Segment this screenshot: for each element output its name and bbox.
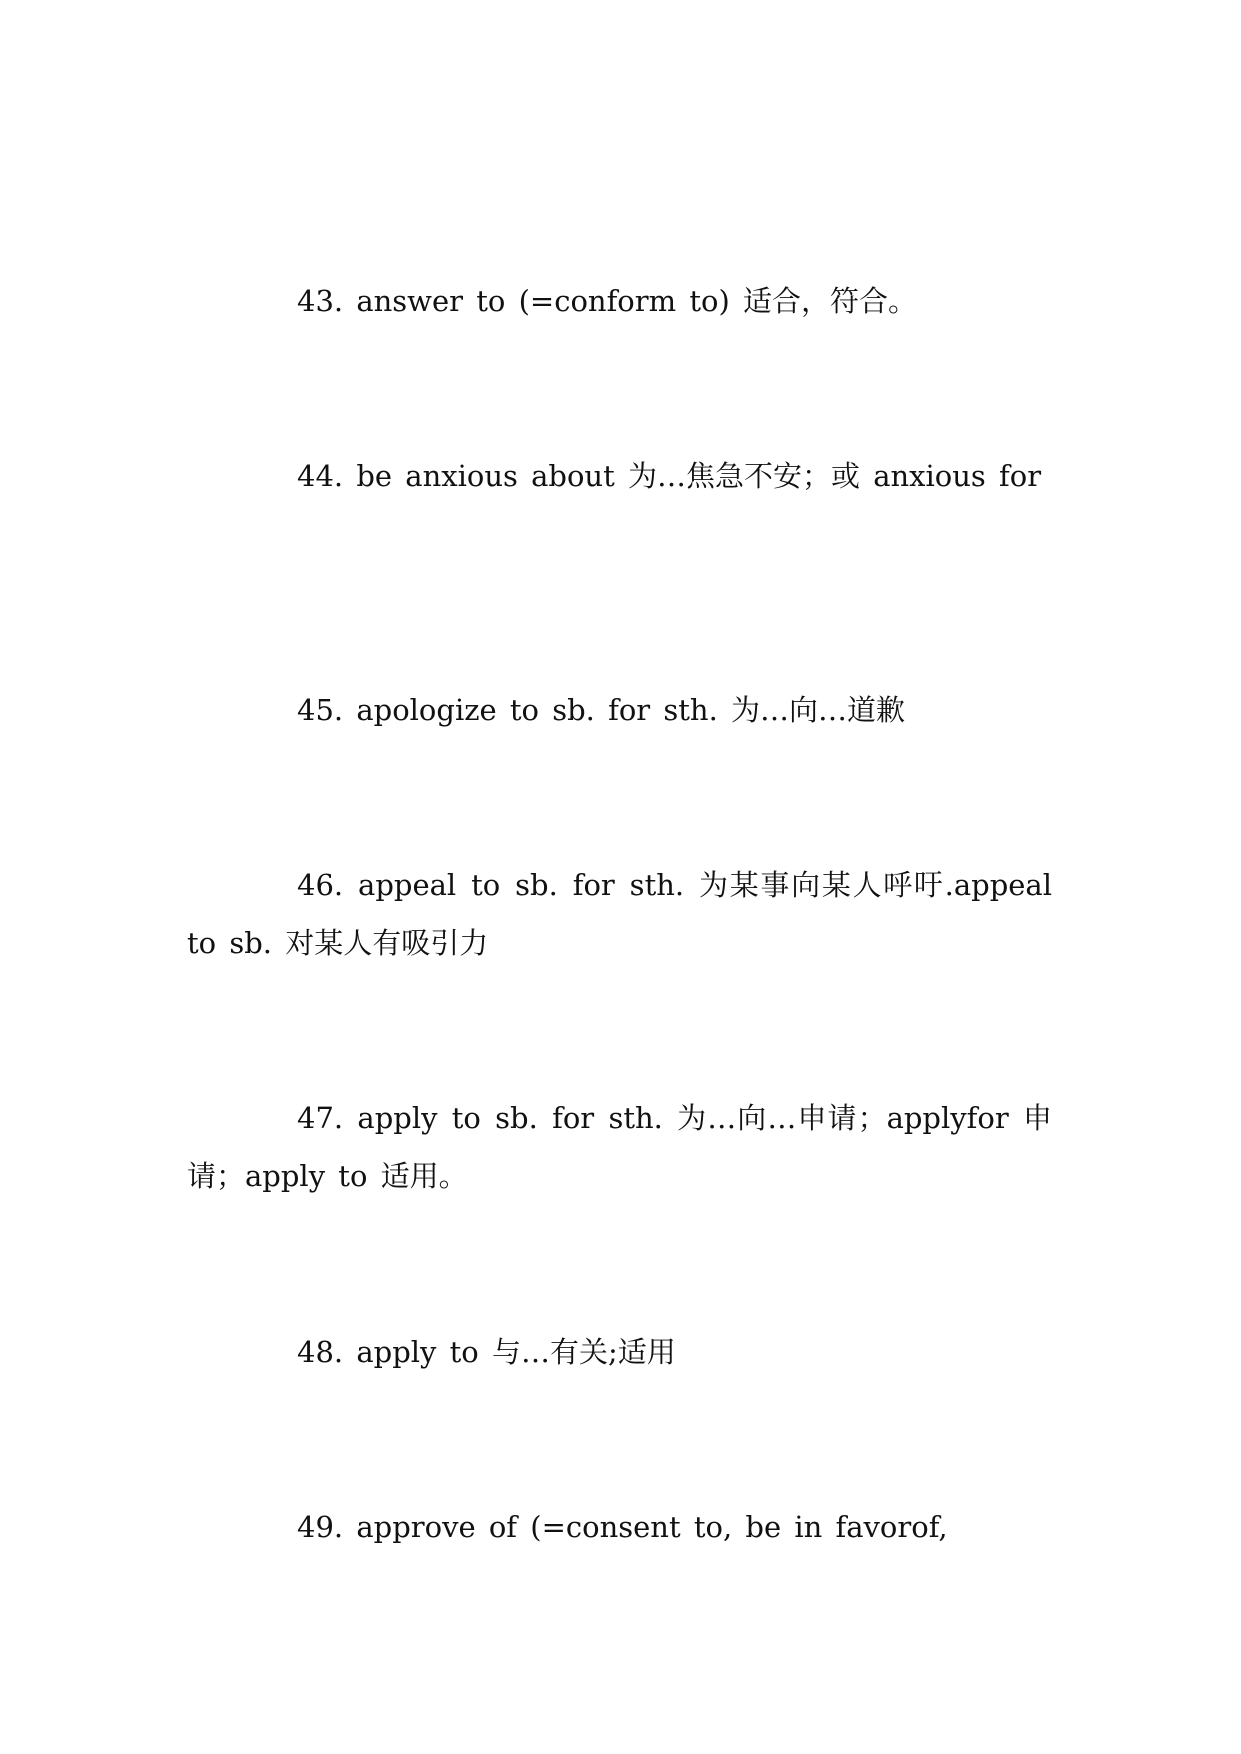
entry-46: 46. appeal to sb. for sth. 为某事向某人呼吁.appeal to sb. 对某人有吸引力 bbox=[187, 868, 1052, 960]
entry-48: 48. apply to 与…有关;适用 bbox=[297, 1335, 676, 1369]
entry-43: 43. answer to (=conform to) 适合，符合。 bbox=[297, 284, 917, 318]
entry-49: 49. approve of (=consent to, be in favorof, bbox=[297, 1510, 948, 1544]
entry-47: 47. apply to sb. for sth. 为…向…申请；applyfor 申请；apply to 适用。 bbox=[187, 1101, 1052, 1193]
entry-45: 45. apologize to sb. for sth. 为…向…道歉 bbox=[297, 693, 906, 727]
entry-44: 44. be anxious about 为…焦急不安；或 anxious for bbox=[297, 459, 1042, 493]
